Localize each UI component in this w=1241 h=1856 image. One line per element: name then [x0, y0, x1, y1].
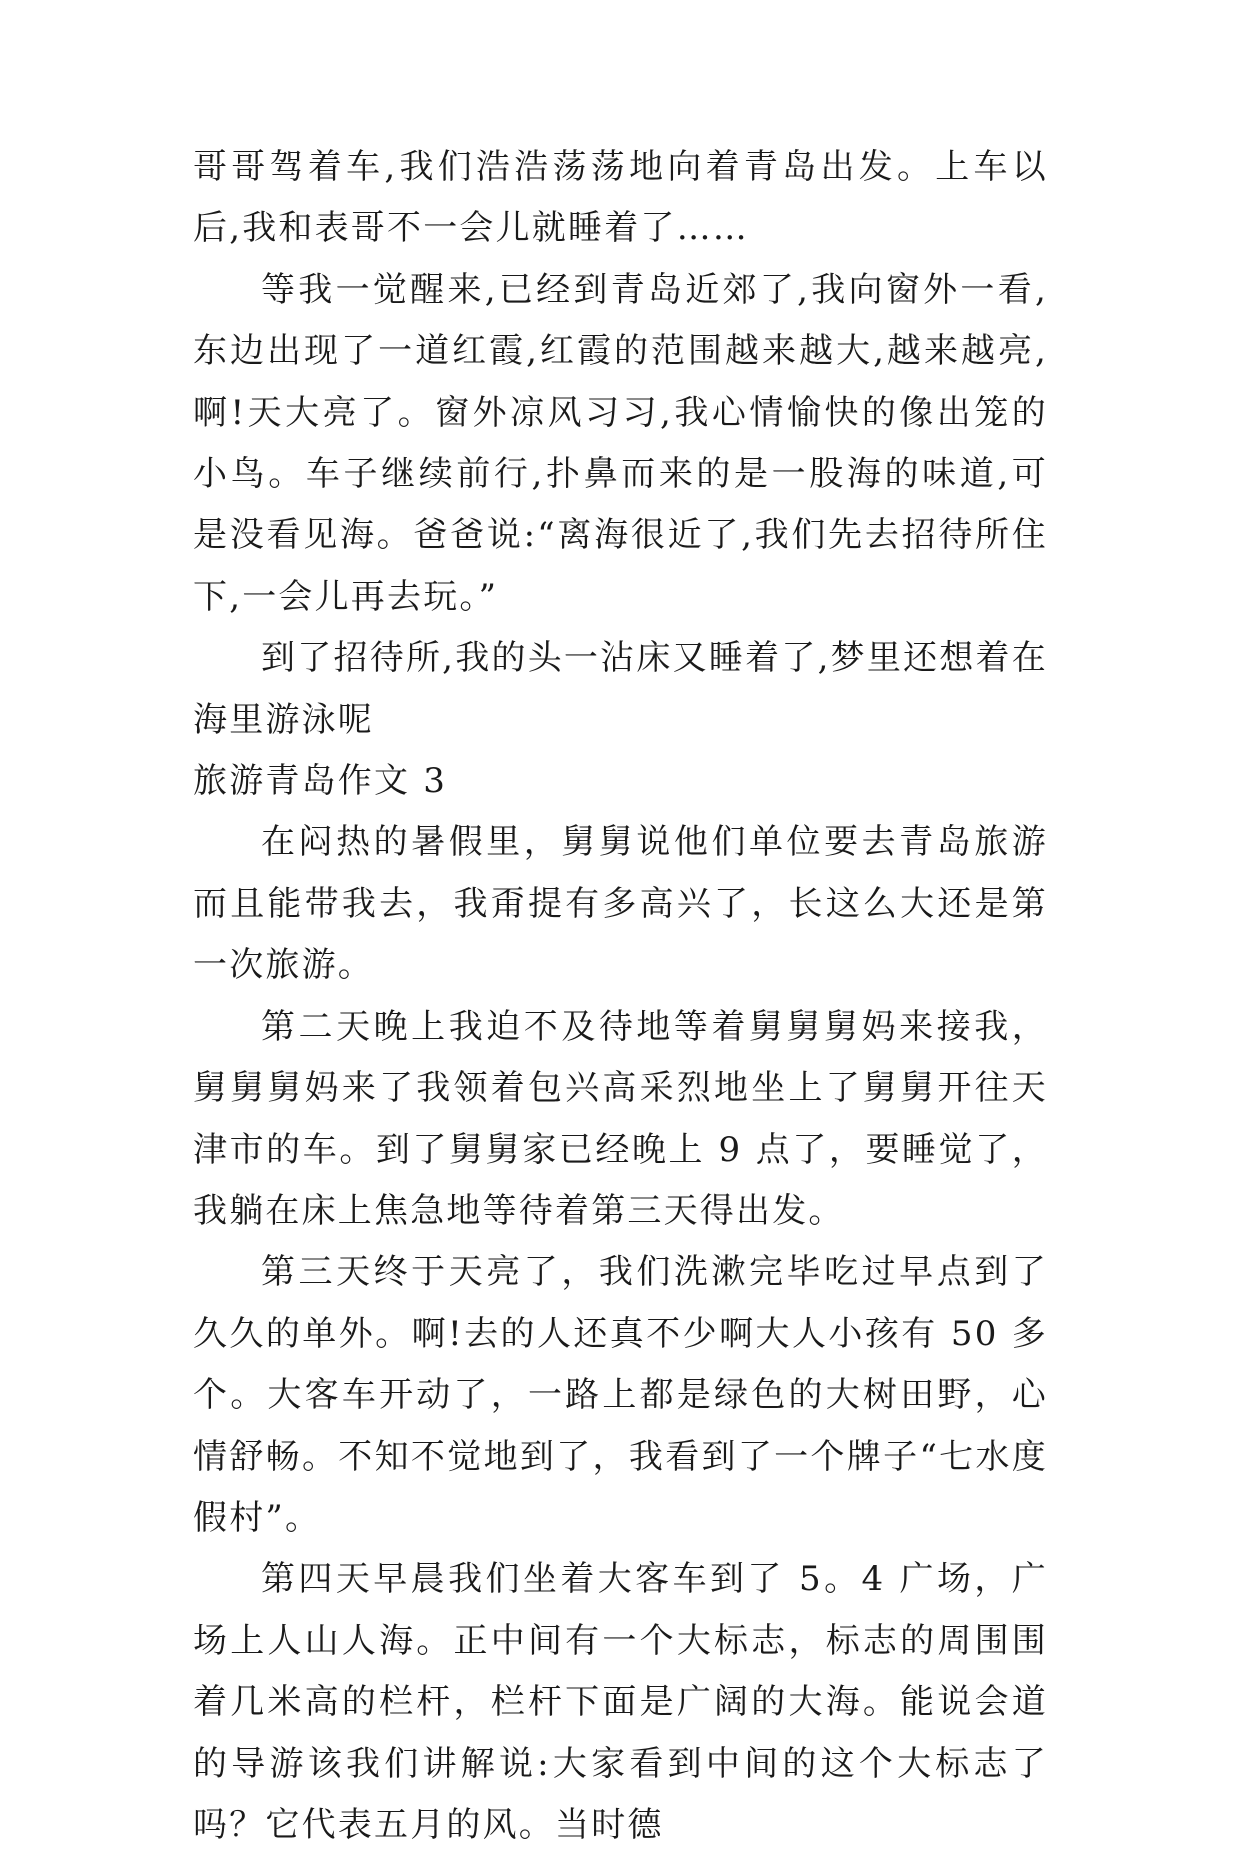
document-body [193, 137, 1048, 1856]
paragraph-fourth-day: 第四天早晨我们坐着大客车到了 5。4 广场，广场上人山人海。正中间有一个大标志，标志的周围围着几米高的栏杆，栏杆下面是广阔的大海。能说会道的导游该我们讲解说:大家看到中间的这个大标志了吗？它代表五月的风。当时德 [193, 1559, 1048, 1845]
section-title: 旅游青岛作文 3 [193, 761, 448, 802]
paragraph-guesthouse: 到了招待所,我的头一沾床又睡着了,梦里还想着在海里游泳呢 [193, 638, 1048, 740]
paragraph-second-day: 第二天晚上我迫不及待地等着舅舅舅妈来接我，舅舅舅妈来了我领着包兴高采烈地坐上了舅舅开往天津市的车。到了舅舅家已经晚上 9 点了，要睡觉了，我躺在床上焦急地等待着第三天得出发。 [193, 1006, 1048, 1231]
paragraph-driving: 哥哥驾着车,我们浩浩荡荡地向着青岛出发。上车以后,我和表哥不一会儿就睡着了…… [193, 147, 1048, 249]
paragraph-waking-up: 等我一觉醒来,已经到青岛近郊了,我向窗外一看,东边出现了一道红霞,红霞的范围越来越大,越来越亮,啊!天大亮了。窗外凉风习习,我心情愉快的像出笼的小鸟。车子继续前行,扑鼻而来的是一股海的味道,可是没看见海。爸爸说:“离海很近了,我们先去招待所住下,一会儿再去玩。” [193, 269, 1048, 617]
paragraph-summer-vacation: 在闷热的暑假里，舅舅说他们单位要去青岛旅游而且能带我去，我甭提有多高兴了，长这么大还是第一次旅游。 [193, 822, 1048, 986]
paragraph-third-day: 第三天终于天亮了，我们洗漱完毕吃过早点到了久久的单外。啊!去的人还真不少啊大人小孩有 50 多个。大客车开动了，一路上都是绿色的大树田野，心情舒畅。不知不觉地到了，我看到了一个牌子“七水度假村”。 [193, 1252, 1048, 1538]
